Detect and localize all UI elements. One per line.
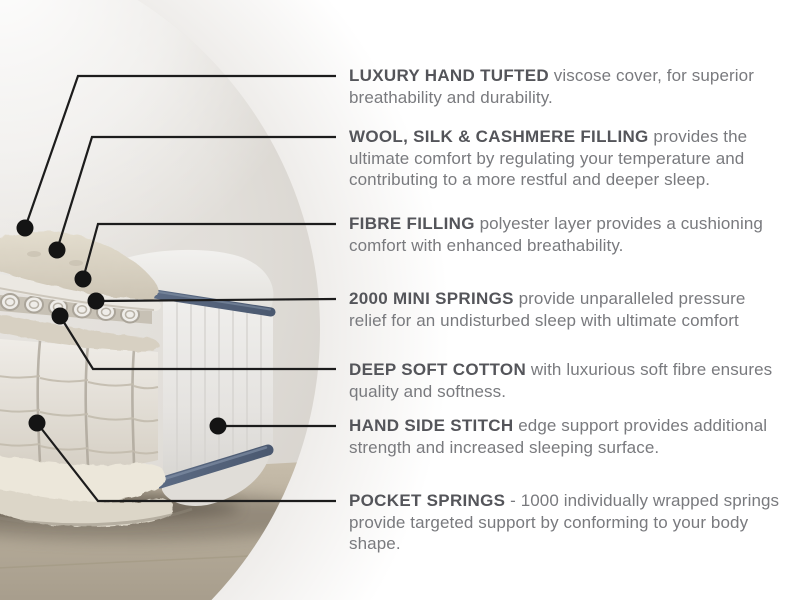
- feature-heading: 2000 MINI SPRINGS: [349, 289, 514, 308]
- feature-2000-mini-springs: [349, 288, 783, 331]
- feature-body: viscose cover, for superior breathability and durability.: [349, 66, 754, 107]
- feature-heading: DEEP SOFT COTTON: [349, 360, 527, 379]
- feature-body: - 1000 individually wrapped springs provide targeted support by conforming to your body shape.: [349, 491, 780, 553]
- tuft-dimple: [27, 251, 41, 257]
- feature-heading: LUXURY HAND TUFTED: [349, 66, 549, 85]
- feature-heading: HAND SIDE STITCH: [349, 416, 514, 435]
- mattress: [0, 231, 273, 526]
- tuft-dimple: [69, 260, 83, 266]
- feature-wool-silk-cashmere-filling: [349, 126, 783, 191]
- callout-dot-hand-side-stitch: [210, 418, 227, 435]
- feature-body: provide unparalleled pressure relief for an undisturbed sleep with ultimate comfort: [349, 289, 746, 330]
- feature-heading: FIBRE FILLING: [349, 214, 475, 233]
- feature-heading: POCKET SPRINGS: [349, 491, 506, 510]
- feature-heading: WOOL, SILK & CASHMERE FILLING: [349, 127, 649, 146]
- callout-dot-fibre-filling: [75, 271, 92, 288]
- feature-luxury-hand-tufted: [349, 65, 783, 108]
- feature-body: provides the ultimate comfort by regulating your temperature and contributing to a more restful and deeper sleep.: [349, 127, 748, 189]
- feature-hand-side-stitch: [349, 415, 783, 458]
- feature-pocket-springs: [349, 490, 783, 555]
- feature-body: polyester layer provides a cushioning comfort with enhanced breathability.: [349, 214, 763, 255]
- callout-dot-pocket-springs: [29, 415, 46, 432]
- feature-deep-soft-cotton: [349, 359, 783, 402]
- callout-dot-luxury-hand-tufted: [17, 220, 34, 237]
- feature-body: with luxurious soft fibre ensures quality and softness.: [349, 360, 773, 401]
- feature-fibre-filling: [349, 213, 783, 256]
- callout-dot-mini-springs: [88, 293, 105, 310]
- callout-dot-wool-silk-cashmere: [49, 242, 66, 259]
- feature-body: edge support provides additional strength and increased sleeping surface.: [349, 416, 768, 457]
- callout-dot-deep-soft-cotton: [52, 308, 69, 325]
